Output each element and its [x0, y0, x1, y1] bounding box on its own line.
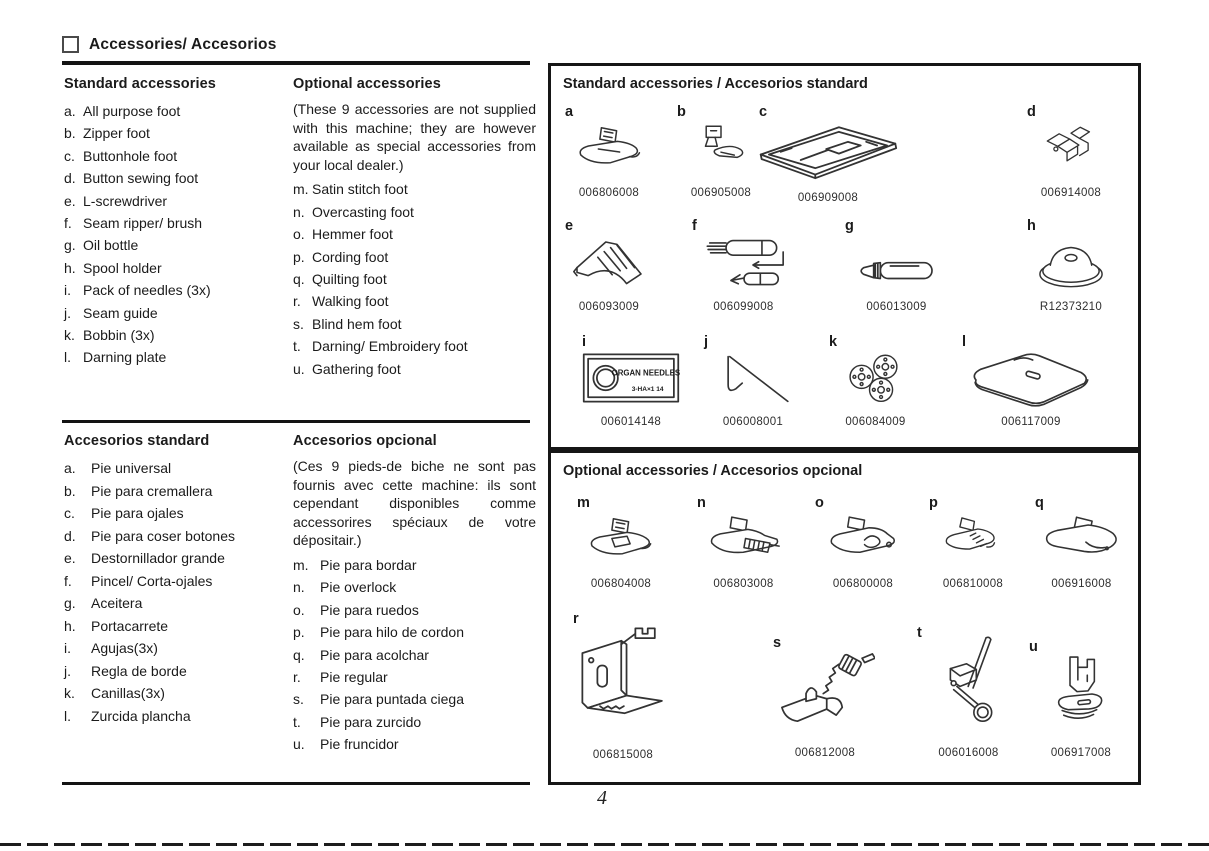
- accessory-list-item: [293, 554, 536, 576]
- part-number: 006117009: [1001, 416, 1061, 428]
- optional-accessories-es-title: Accesorios opcional: [293, 433, 437, 449]
- accessory-list-item: [293, 223, 536, 245]
- figure-letter: o: [815, 495, 824, 511]
- accessory-figure-f: [686, 218, 801, 313]
- accessory-list-item: [293, 688, 536, 710]
- accessory-list-item: [64, 705, 293, 728]
- accessory-list-item: [293, 290, 536, 312]
- part-number: 006099008: [713, 301, 774, 313]
- accessory-figure-p: [923, 495, 1023, 590]
- item-label: Destornillador grande: [91, 550, 225, 566]
- item-label: Pie para puntada ciega: [320, 691, 464, 708]
- figure-letter: r: [573, 611, 579, 627]
- accessory-figure-l: [956, 334, 1106, 428]
- optional-accessories-en-note: (These 9 accessories are not supplied with this machine; they are however available as special accessories from your local dealer.): [293, 101, 536, 173]
- item-key: l.: [64, 707, 71, 724]
- figure-letter: p: [929, 495, 938, 511]
- accessory-list-item: [64, 547, 293, 570]
- gathering-foot-icon: [1048, 651, 1114, 737]
- item-key: j.: [64, 304, 71, 321]
- l-screwdriver-icon: [568, 234, 650, 290]
- figure-letter: n: [697, 495, 706, 511]
- item-key: a.: [64, 460, 76, 476]
- item-label: Pie para acolchar: [320, 646, 429, 663]
- standard-accessories-es-title: Accesorios standard: [64, 433, 210, 449]
- part-number: 006093009: [578, 301, 640, 313]
- item-key: c.: [64, 505, 75, 521]
- item-key: j.: [64, 662, 71, 679]
- part-number: 006909008: [797, 192, 859, 204]
- item-key: f.: [64, 572, 72, 589]
- item-label: Pie overlock: [320, 579, 397, 596]
- item-key: u.: [293, 360, 305, 377]
- item-label: Pie para hilo de cordon: [320, 624, 464, 641]
- item-label: Blind hem foot: [312, 315, 402, 332]
- accessory-list-item: [64, 257, 290, 279]
- item-key: l.: [64, 349, 71, 366]
- accessory-list-item: [64, 212, 290, 234]
- item-key: g.: [64, 237, 76, 254]
- part-number: 006804008: [590, 578, 652, 590]
- figure-letter: d: [1027, 104, 1036, 120]
- item-label: All purpose foot: [83, 103, 181, 119]
- item-key: f.: [64, 215, 72, 232]
- item-label: Button sewing foot: [83, 170, 199, 187]
- bottom-rule: [62, 782, 530, 785]
- accessory-figure-o: [809, 495, 917, 590]
- item-key: d.: [64, 527, 76, 544]
- figure-letter: f: [692, 218, 697, 234]
- accessory-list-item: [293, 313, 536, 335]
- spool-holder-icon: [1034, 234, 1108, 292]
- accessory-list-item: [64, 525, 293, 548]
- seam-ripper-brush-icon: [698, 234, 790, 296]
- accessory-figure-i: [576, 334, 686, 428]
- item-label: Canillas(3x): [91, 685, 165, 701]
- seam-guide-icon: [710, 350, 796, 408]
- svg-text:ORGAN NEEDLES: ORGAN NEEDLES: [611, 368, 681, 378]
- button-sewing-foot-icon: [1038, 120, 1104, 174]
- oil-bottle-icon: [849, 246, 945, 296]
- figure-letter: s: [773, 635, 782, 651]
- accessory-list-item: [293, 599, 536, 621]
- satin-stitch-foot-icon: [583, 511, 659, 566]
- item-key: u.: [293, 736, 305, 753]
- figure-letter: k: [829, 334, 838, 350]
- accessory-list-item: [293, 201, 536, 223]
- accessory-list-item: [293, 358, 536, 380]
- accessory-list-item: [64, 682, 293, 705]
- accessory-list-item: [64, 346, 290, 368]
- zipper-foot-icon: [684, 120, 758, 174]
- item-key: n.: [293, 203, 305, 220]
- accessory-figure-q: [1029, 495, 1134, 590]
- accessory-figure-e: [559, 218, 659, 313]
- figure-letter: e: [565, 218, 574, 234]
- item-label: Walking foot: [312, 293, 389, 310]
- part-number: 006016008: [938, 747, 999, 759]
- accessory-list-item: [293, 335, 536, 357]
- item-label: Pie universal: [91, 460, 172, 476]
- item-label: Pie regular: [320, 669, 388, 685]
- accessory-list-item: [293, 268, 536, 290]
- accessory-list-item: [64, 457, 293, 480]
- accessory-list-item: [64, 637, 293, 660]
- item-label: Quilting foot: [312, 271, 387, 287]
- item-key: h.: [64, 259, 76, 276]
- item-key: b.: [64, 125, 76, 142]
- accessory-list-item: [293, 178, 536, 200]
- item-key: o.: [293, 226, 305, 243]
- part-number: 006810008: [942, 578, 1004, 590]
- optional-accessories-es-block: [293, 433, 536, 756]
- accessory-list-item: [293, 621, 536, 643]
- item-key: i.: [64, 640, 71, 656]
- part-number: 006812008: [794, 747, 856, 759]
- item-key: i.: [64, 282, 71, 299]
- item-key: e.: [64, 550, 76, 566]
- item-label: Hemmer foot: [312, 226, 393, 243]
- part-number: 006914008: [1040, 187, 1102, 199]
- standard-box-title: Standard accessories / Accesorios standard: [563, 76, 868, 92]
- darning-plate-icon: [962, 350, 1100, 410]
- standard-accessories-es-block: [64, 433, 293, 727]
- item-key: d.: [64, 170, 76, 187]
- item-label: Pincel/ Corta-ojales: [91, 572, 213, 589]
- accessory-list-item: [64, 660, 293, 683]
- figure-letter: i: [582, 334, 587, 350]
- accessory-list-item: [64, 592, 293, 615]
- accessory-list-item: [64, 100, 290, 122]
- all-purpose-foot-icon: [571, 120, 647, 175]
- item-key: t.: [293, 338, 301, 355]
- overcasting-foot-icon: [703, 511, 785, 566]
- item-key: b.: [64, 482, 76, 499]
- accessory-list-item: [64, 234, 290, 256]
- item-label: Gathering foot: [312, 360, 401, 377]
- part-number: 006014148: [600, 416, 662, 428]
- section-checkbox-icon: [62, 36, 79, 53]
- item-label: Pie para ojales: [91, 505, 184, 521]
- page-number: 4: [597, 787, 607, 809]
- accessory-figure-m: [571, 495, 671, 590]
- accessory-figure-h: [1021, 218, 1121, 313]
- blind-hem-foot-icon: [775, 647, 875, 735]
- item-label: Pie para ruedos: [320, 601, 419, 618]
- accessory-figure-s: [767, 635, 883, 759]
- accessory-figure-a: [559, 104, 659, 199]
- cording-foot-icon: [938, 511, 1008, 565]
- buttonhole-foot-icon: [755, 120, 901, 180]
- item-label: Satin stitch foot: [312, 181, 408, 198]
- item-key: s.: [293, 691, 304, 708]
- header-rule: [62, 61, 530, 65]
- part-number: 006800008: [832, 578, 894, 590]
- item-label: Zurcida plancha: [91, 707, 191, 724]
- accessory-list-item: [64, 480, 293, 503]
- figure-letter: u: [1029, 639, 1038, 655]
- accessory-figure-n: [691, 495, 796, 590]
- page-title: Accessories/ Accesorios: [89, 36, 277, 53]
- accessory-list-item: [293, 733, 536, 755]
- accessory-figure-d: [1021, 104, 1121, 199]
- darning-embroidery-foot-icon: [932, 633, 1006, 735]
- figure-letter: m: [577, 495, 590, 511]
- part-number: 006917008: [1050, 747, 1112, 759]
- accessory-figure-u: [1023, 639, 1139, 759]
- walking-foot-icon: [570, 621, 676, 733]
- item-key: k.: [64, 327, 75, 344]
- optional-accessories-es-list: [293, 554, 536, 756]
- item-key: p.: [293, 624, 305, 641]
- accessory-list-item: [64, 190, 290, 212]
- item-label: Oil bottle: [83, 237, 139, 254]
- item-key: e.: [64, 192, 76, 209]
- accessory-list-item: [64, 122, 290, 144]
- item-label: Portacarrete: [91, 617, 169, 634]
- item-label: Darning plate: [83, 349, 167, 366]
- part-number: 006803008: [713, 578, 774, 590]
- accessory-list-item: [64, 145, 290, 167]
- accessory-figure-r: [567, 611, 679, 761]
- accessory-list-item: [64, 502, 293, 525]
- item-label: Pie fruncidor: [320, 736, 399, 753]
- part-number: 006013009: [866, 301, 927, 313]
- item-label: Overcasting foot: [312, 203, 414, 220]
- part-number: 006008001: [722, 416, 784, 428]
- figure-letter: h: [1027, 218, 1036, 234]
- accessory-list-item: [64, 279, 290, 301]
- item-key: m.: [293, 556, 309, 573]
- accessory-figure-g: [839, 218, 954, 313]
- item-label: Darning/ Embroidery foot: [312, 338, 468, 355]
- item-label: Spool holder: [83, 259, 162, 276]
- figure-letter: g: [845, 218, 854, 234]
- quilting-foot-icon: [1039, 511, 1125, 567]
- item-label: Zipper foot: [83, 125, 150, 142]
- part-number: 006905008: [690, 187, 752, 199]
- page-bottom-dashed-line: [0, 843, 1209, 846]
- accessory-list-item: [293, 576, 536, 598]
- item-label: Seam ripper/ brush: [83, 215, 203, 232]
- accessory-list-item: [64, 615, 293, 638]
- item-key: o.: [293, 601, 305, 618]
- accessory-list-item: [64, 167, 290, 189]
- item-label: Agujas(3x): [91, 640, 158, 656]
- optional-accessories-es-note: (Ces 9 pieds-de biche ne sont pas fournis avec cette machine: ils sont cependant disponibles comme accessorires spéciaux de votre dépositair.): [293, 458, 536, 549]
- bobbins-icon: [840, 350, 912, 408]
- item-label: Pie para bordar: [320, 556, 417, 573]
- item-label: L-screwdriver: [83, 192, 168, 209]
- item-key: c.: [64, 147, 75, 164]
- accessory-list-item: [293, 246, 536, 268]
- item-label: Regla de borde: [91, 662, 187, 679]
- optional-accessories-en-title: Optional accessories: [293, 76, 441, 92]
- item-label: Seam guide: [83, 304, 158, 321]
- item-key: n.: [293, 579, 305, 596]
- standard-accessories-box: [548, 63, 1141, 450]
- figure-letter: b: [677, 104, 686, 120]
- item-label: Pie para coser botones: [91, 527, 235, 544]
- item-label: Pie para cremallera: [91, 482, 213, 499]
- figure-letter: l: [962, 334, 967, 350]
- part-number: R12373210: [1039, 301, 1103, 313]
- accessory-figure-j: [698, 334, 808, 428]
- needle-pack-icon: [579, 350, 683, 406]
- standard-accessories-en-block: [64, 76, 290, 369]
- standard-accessories-en-title: Standard accessories: [64, 76, 216, 92]
- item-key: h.: [64, 617, 76, 634]
- accessory-figure-c: [753, 104, 903, 204]
- figure-letter: c: [759, 104, 768, 120]
- section-header: [62, 36, 277, 54]
- item-key: r.: [293, 669, 301, 685]
- item-key: m.: [293, 181, 309, 198]
- item-label: Aceitera: [91, 595, 143, 611]
- accessory-list-item: [64, 302, 290, 324]
- accessory-list-item: [293, 644, 536, 666]
- optional-box-title: Optional accessories / Accesorios opcional: [563, 463, 863, 479]
- item-key: g.: [64, 595, 76, 611]
- part-number: 006815008: [592, 749, 654, 761]
- part-number: 006806008: [578, 187, 640, 199]
- part-number: 006916008: [1051, 578, 1112, 590]
- section-divider-rule: [62, 420, 530, 423]
- item-key: a.: [64, 103, 76, 119]
- optional-accessories-en-block: [293, 76, 536, 380]
- item-label: Pie para zurcido: [320, 713, 422, 730]
- accessory-list-item: [64, 570, 293, 593]
- accessory-list-item: [64, 324, 290, 346]
- svg-text:3-HA×1 14: 3-HA×1 14: [631, 386, 664, 394]
- item-key: r.: [293, 293, 301, 310]
- part-number: 006084009: [845, 416, 906, 428]
- figure-letter: a: [565, 104, 574, 120]
- accessory-list-item: [293, 666, 536, 688]
- item-key: t.: [293, 713, 301, 730]
- accessory-figure-t: [911, 625, 1026, 759]
- item-label: Pack of needles (3x): [83, 282, 211, 299]
- item-key: s.: [293, 315, 304, 332]
- item-key: k.: [64, 685, 75, 701]
- optional-accessories-en-list: [293, 178, 536, 380]
- item-label: Buttonhole foot: [83, 147, 178, 164]
- figure-letter: j: [704, 334, 709, 350]
- item-label: Bobbin (3x): [83, 327, 155, 344]
- optional-accessories-box: [548, 450, 1141, 785]
- accessory-figure-k: [823, 334, 928, 428]
- item-key: q.: [293, 646, 305, 663]
- figure-letter: q: [1035, 495, 1044, 511]
- standard-accessories-en-list: [64, 100, 290, 369]
- figure-letter: t: [917, 625, 922, 641]
- item-key: q.: [293, 271, 305, 287]
- hemmer-foot-icon: [822, 511, 904, 566]
- accessory-list-item: [293, 711, 536, 733]
- item-key: p.: [293, 248, 305, 265]
- item-label: Cording foot: [312, 248, 389, 265]
- standard-accessories-es-list: [64, 457, 293, 727]
